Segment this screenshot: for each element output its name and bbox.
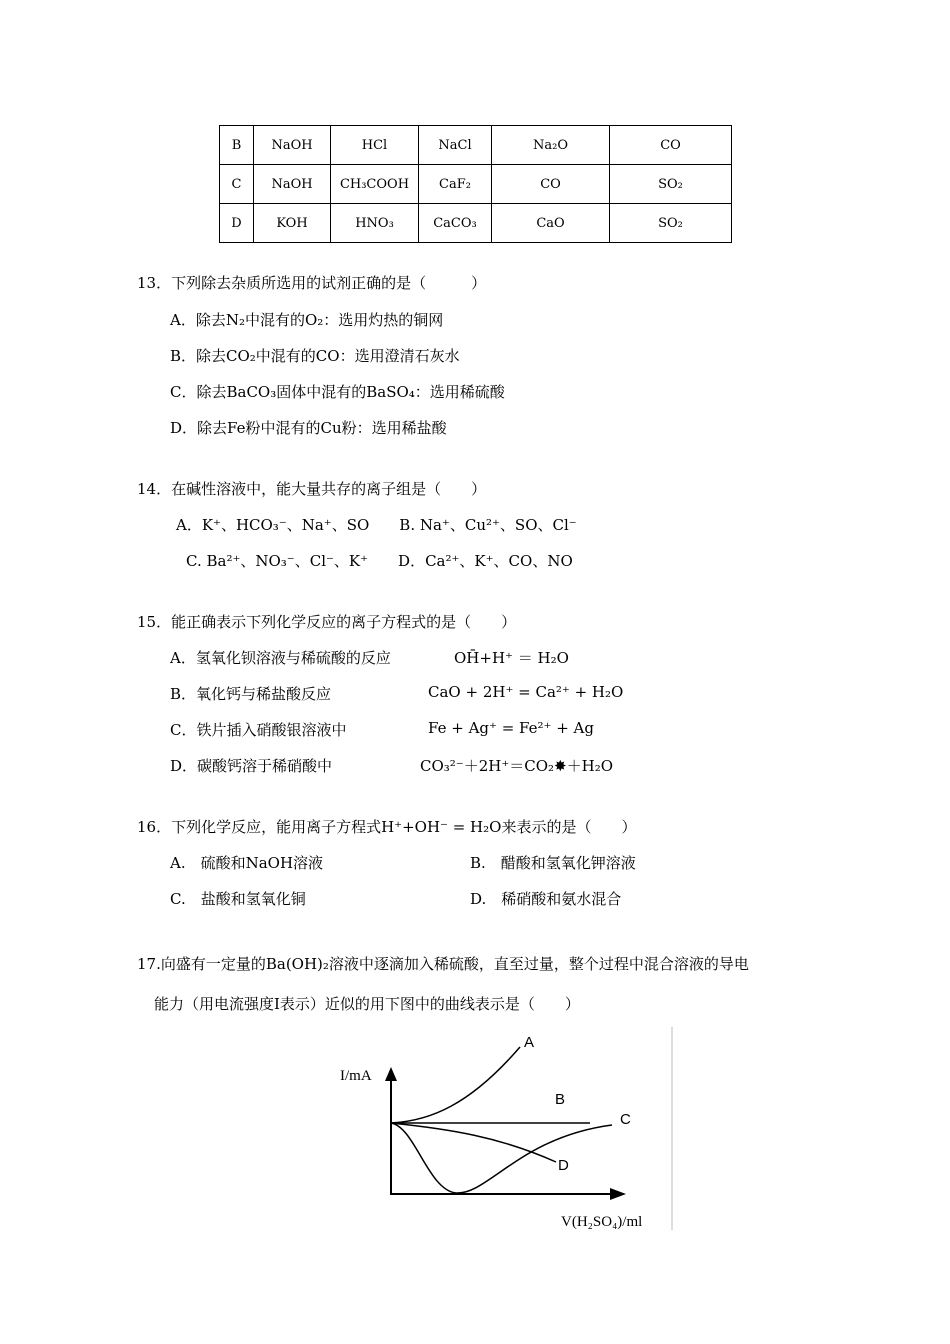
- question-17-stem-line-2: 能力（用电流强度I表示）近似的用下图中的曲线表示是（ ）: [154, 995, 580, 1013]
- question-15-option-a: A．氢氧化钡溶液与稀硫酸的反应: [170, 649, 391, 667]
- question-14-options-ab: A．K⁺、HCO₃⁻、Na⁺、SO B. Na⁺、Cu²⁺、SO、Cl⁻: [176, 516, 577, 534]
- curve-c: [391, 1123, 612, 1193]
- curve-label-c: C: [620, 1111, 631, 1128]
- x-axis-arrow: [610, 1188, 626, 1200]
- x-axis-label: V(H₂SO₄)/ml: [561, 1214, 643, 1230]
- table-cell: CH₃COOH: [331, 165, 419, 204]
- table-cell: HNO₃: [331, 204, 419, 243]
- curve-d: [391, 1123, 556, 1162]
- y-axis-label: I/mA: [340, 1068, 372, 1084]
- table-cell: NaOH: [254, 126, 331, 165]
- table-cell: CaCO₃: [419, 204, 492, 243]
- question-15-option-c: C．铁片插入硝酸银溶液中: [170, 721, 347, 739]
- row-label: C: [220, 165, 254, 204]
- table-cell: NaCl: [419, 126, 492, 165]
- question-13-stem: 13．下列除去杂质所选用的试剂正确的是（ ）: [137, 274, 487, 292]
- table-row: [220, 126, 732, 165]
- curve-label-d: D: [558, 1157, 569, 1174]
- y-axis-arrow: [385, 1067, 397, 1081]
- question-13-option-d: D．除去Fe粉中混有的Cu粉：选用稀盐酸: [170, 419, 447, 437]
- table-cell: CaF₂: [419, 165, 492, 204]
- substance-table: [219, 125, 732, 243]
- question-15-equation-b: CaO + 2H⁺ = Ca²⁺ + H₂O: [428, 683, 624, 701]
- question-16-stem: 16．下列化学反应，能用离子方程式H⁺+OH⁻ = H₂O来表示的是（ ）: [137, 818, 637, 836]
- question-16-option-d: D. 稀硝酸和氨水混合: [470, 890, 622, 908]
- table-cell: SO₂: [610, 165, 732, 204]
- question-14-stem: 14．在碱性溶液中，能大量共存的离子组是（ ）: [137, 480, 487, 498]
- question-16-option-a: A. 硫酸和NaOH溶液: [170, 854, 324, 872]
- table-cell: KOH: [254, 204, 331, 243]
- question-16-option-c: C. 盐酸和氢氧化铜: [170, 890, 306, 908]
- curve-a: [391, 1047, 520, 1123]
- question-14-options-cd: C. Ba²⁺、NO₃⁻、Cl⁻、K⁺ D．Ca²⁺、K⁺、CO、NO: [186, 552, 573, 570]
- row-label: D: [220, 204, 254, 243]
- question-13-option-a: A．除去N₂中混有的O₂：选用灼热的铜网: [170, 311, 444, 329]
- conductivity-graph: [320, 1025, 680, 1235]
- question-15-equation-c: Fe + Ag⁺ = Fe²⁺ + Ag: [428, 719, 594, 737]
- row-label: B: [220, 126, 254, 165]
- question-15-equation-d: CO₃²⁻＋2H⁺＝CO₂✸＋H₂O: [420, 757, 614, 775]
- table-cell: CaO: [492, 204, 610, 243]
- question-13-option-c: C．除去BaCO₃固体中混有的BaSO₄：选用稀硫酸: [170, 383, 505, 401]
- table-row: [220, 165, 732, 204]
- table-cell: SO₂: [610, 204, 732, 243]
- question-13-option-b: B．除去CO₂中混有的CO：选用澄清石灰水: [170, 347, 460, 365]
- table-row: [220, 204, 732, 243]
- question-17-stem-line-1: 17.向盛有一定量的Ba(OH)₂溶液中逐滴加入稀硫酸，直至过量，整个过程中混合溶液的导电: [137, 955, 749, 973]
- table-cell: HCl: [331, 126, 419, 165]
- curve-label-a: A: [524, 1034, 535, 1051]
- conductivity-figure: [320, 1025, 680, 1235]
- question-15-option-d: D．碳酸钙溶于稀硝酸中: [170, 757, 333, 775]
- table-cell: NaOH: [254, 165, 331, 204]
- question-15-stem: 15．能正确表示下列化学反应的离子方程式的是（ ）: [137, 613, 517, 631]
- table-cell: Na₂O: [492, 126, 610, 165]
- question-15-equation-a: OH̄+H⁺ ＝ H₂O: [454, 649, 569, 667]
- question-15-option-b: B．氧化钙与稀盐酸反应: [170, 685, 332, 703]
- curve-label-b: B: [555, 1091, 566, 1108]
- question-16-option-b: B. 醋酸和氢氧化钾溶液: [470, 854, 636, 872]
- table-cell: CO: [492, 165, 610, 204]
- table-cell: CO: [610, 126, 732, 165]
